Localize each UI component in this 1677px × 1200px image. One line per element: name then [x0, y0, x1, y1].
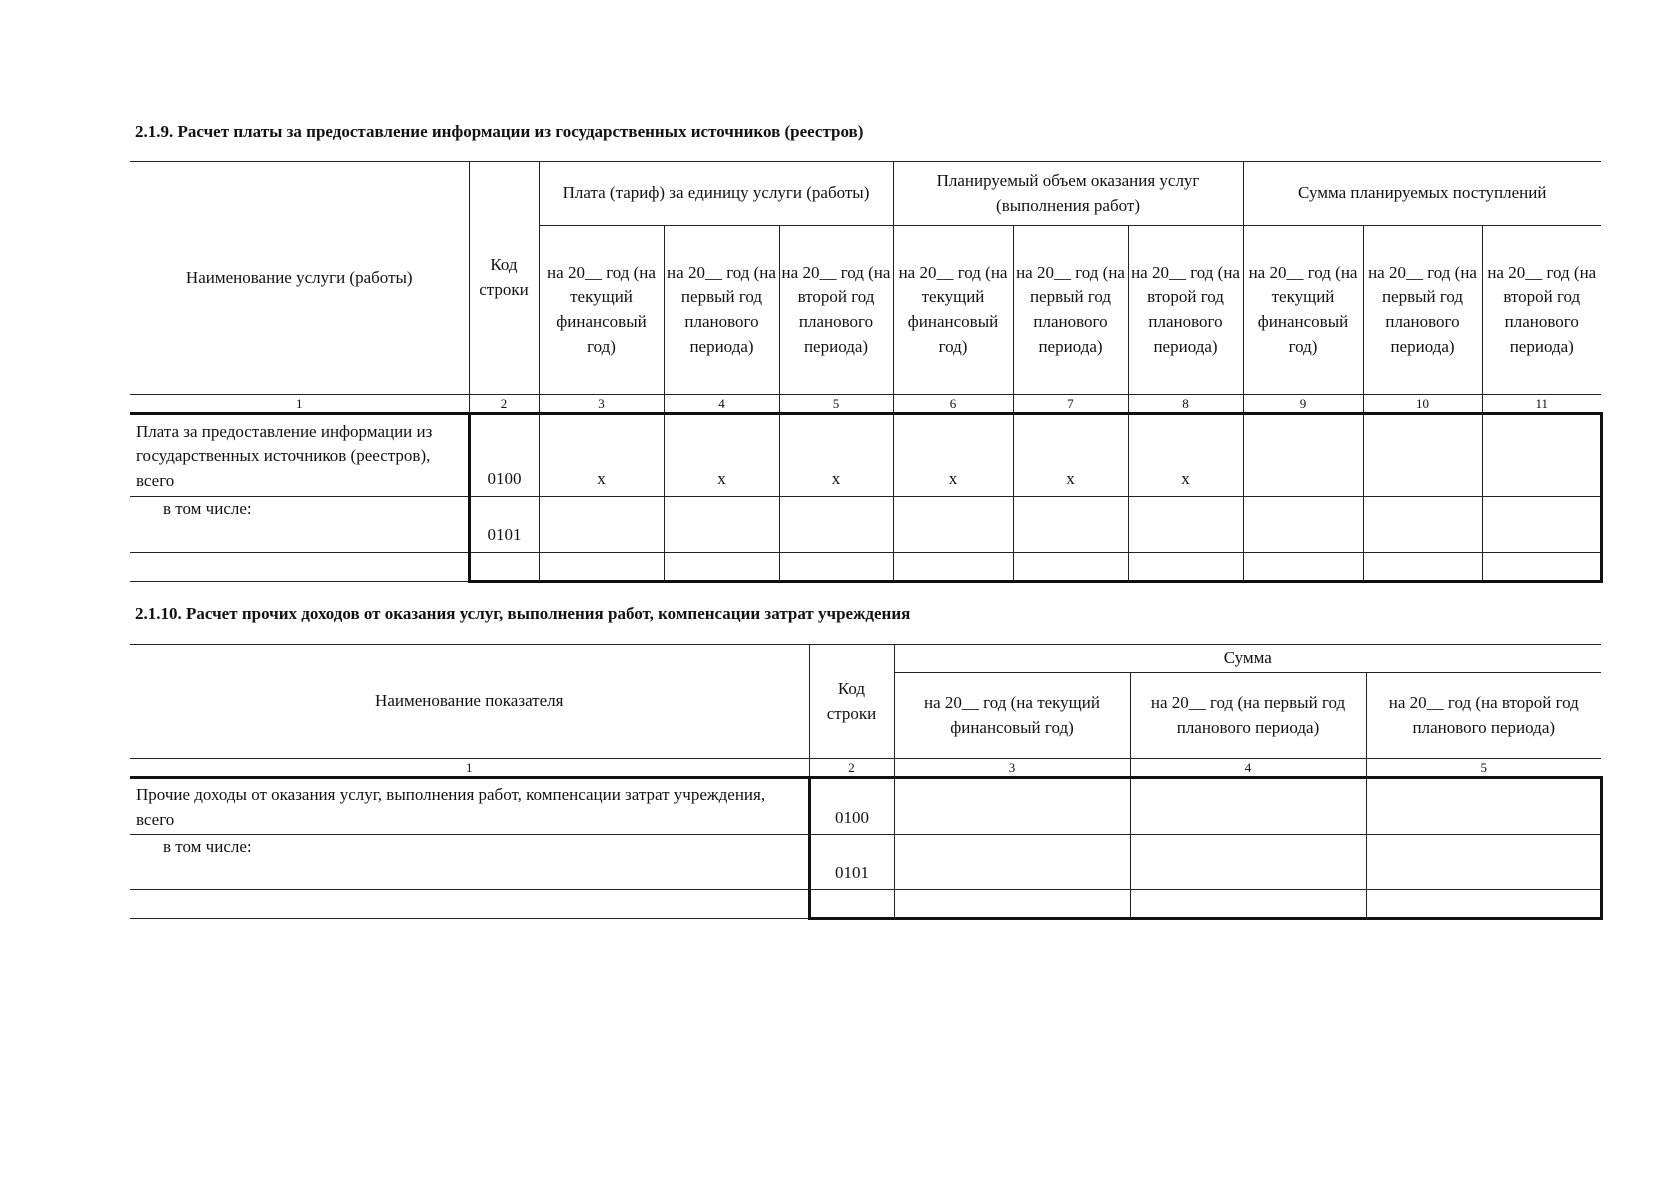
- other-income-table: [130, 644, 1603, 920]
- value-cell: [779, 553, 893, 582]
- column-number: 6: [893, 395, 1013, 414]
- value-cell: [894, 890, 1130, 919]
- header-code: Код строки: [809, 645, 894, 759]
- column-number: 7: [1013, 395, 1128, 414]
- value-cell: [1013, 553, 1128, 582]
- header-year-second: на 20__ год (на второй год планового периода): [1128, 226, 1243, 395]
- value-cell: [1363, 553, 1482, 582]
- column-number: 2: [809, 759, 894, 778]
- header-sum: Сумма планируемых поступлений: [1243, 162, 1601, 226]
- row-code: 0100: [469, 414, 539, 497]
- header-year-current: на 20__ год (на текущий финансовый год): [1243, 226, 1363, 395]
- value-cell: [894, 778, 1130, 835]
- table-row: [130, 553, 1601, 582]
- value-cell: [1363, 414, 1482, 497]
- column-number: 4: [1130, 759, 1366, 778]
- header-tariff: Плата (тариф) за единицу услуги (работы): [539, 162, 893, 226]
- column-number: 3: [894, 759, 1130, 778]
- column-number: 5: [779, 395, 893, 414]
- value-cell: [539, 497, 664, 553]
- header-name: Наименование показателя: [130, 645, 809, 759]
- value-cell: [1366, 890, 1601, 919]
- header-year-second: на 20__ год (на второй год планового периода): [1487, 262, 1597, 356]
- value-cell: [893, 497, 1013, 553]
- value-cell: [539, 553, 664, 582]
- column-number: 1: [130, 395, 469, 414]
- row-code: 0101: [469, 497, 539, 553]
- value-cell: [1013, 497, 1128, 553]
- row-name: Прочие доходы от оказания услуг, выполнения работ, компенсации затрат учреждения, всего: [130, 778, 809, 835]
- row-code: [809, 890, 894, 919]
- header-sum: Сумма: [894, 645, 1601, 673]
- value-cell: [1482, 553, 1601, 582]
- table-row: [130, 778, 1601, 835]
- table-row: [130, 414, 1601, 497]
- header-year-second: на 20__ год (на второй год планового периода): [1388, 692, 1579, 737]
- row-code: 0100: [809, 778, 894, 835]
- value-cell: [894, 835, 1130, 890]
- value-cell: [1128, 497, 1243, 553]
- column-number: 11: [1482, 395, 1601, 414]
- column-number: 8: [1128, 395, 1243, 414]
- value-cell: х: [1013, 414, 1128, 497]
- header-name: Наименование услуги (работы): [130, 162, 469, 395]
- header-volume: Планируемый объем оказания услуг (выполнения работ): [893, 162, 1243, 226]
- value-cell: [1482, 414, 1601, 497]
- table-row: [130, 835, 1601, 890]
- column-number: 5: [1366, 759, 1601, 778]
- row-code: 0101: [809, 835, 894, 890]
- value-cell: х: [664, 414, 779, 497]
- header-year-current: на 20__ год (на текущий финансовый год): [894, 673, 1130, 759]
- row-name: [130, 890, 809, 919]
- value-cell: [1243, 553, 1363, 582]
- value-cell: х: [779, 414, 893, 497]
- column-number: 10: [1363, 395, 1482, 414]
- value-cell: [893, 553, 1013, 582]
- value-cell: [1243, 497, 1363, 553]
- header-year-first: на 20__ год (на первый год планового периода): [664, 226, 779, 395]
- row-name: в том числе:: [130, 835, 809, 890]
- value-cell: [664, 497, 779, 553]
- header-code: Код строки: [469, 162, 539, 395]
- fee-calculation-table: [130, 161, 1603, 583]
- header-year-first: на 20__ год (на первый год планового периода): [1363, 226, 1482, 395]
- value-cell: [1128, 553, 1243, 582]
- header-year-first: на 20__ год (на первый год планового периода): [1130, 673, 1366, 759]
- column-number: 2: [469, 395, 539, 414]
- header-year-first: на 20__ год (на первый год планового периода): [1013, 226, 1128, 395]
- column-number: 1: [130, 759, 809, 778]
- value-cell: [1130, 778, 1366, 835]
- section-title: 2.1.10. Расчет прочих доходов от оказания услуг, выполнения работ, компенсации затрат учреждения: [135, 604, 911, 623]
- value-cell: [664, 553, 779, 582]
- value-cell: [1366, 778, 1601, 835]
- header-year-current: на 20__ год (на текущий финансовый год): [539, 226, 664, 395]
- value-cell: [1130, 890, 1366, 919]
- value-cell: х: [1128, 414, 1243, 497]
- value-cell: [1130, 835, 1366, 890]
- column-number: 3: [539, 395, 664, 414]
- column-number: 4: [664, 395, 779, 414]
- row-name: Плата за предоставление информации из государственных источников (реестров), всего: [130, 414, 469, 497]
- header-year-current: на 20__ год (на текущий финансовый год): [893, 226, 1013, 395]
- value-cell: [1363, 497, 1482, 553]
- value-cell: [1482, 497, 1601, 553]
- table-row: [130, 497, 1601, 553]
- value-cell: [1243, 414, 1363, 497]
- row-name: в том числе:: [130, 497, 469, 553]
- header-year-second: на 20__ год (на второй год планового периода): [779, 226, 893, 395]
- column-number: 9: [1243, 395, 1363, 414]
- table-row: [130, 890, 1601, 919]
- row-name: [130, 553, 469, 582]
- value-cell: [779, 497, 893, 553]
- value-cell: [1366, 835, 1601, 890]
- value-cell: х: [539, 414, 664, 497]
- section-title: 2.1.9. Расчет платы за предоставление информации из государственных источников (реестров): [135, 122, 864, 141]
- row-code: [469, 553, 539, 582]
- value-cell: х: [893, 414, 1013, 497]
